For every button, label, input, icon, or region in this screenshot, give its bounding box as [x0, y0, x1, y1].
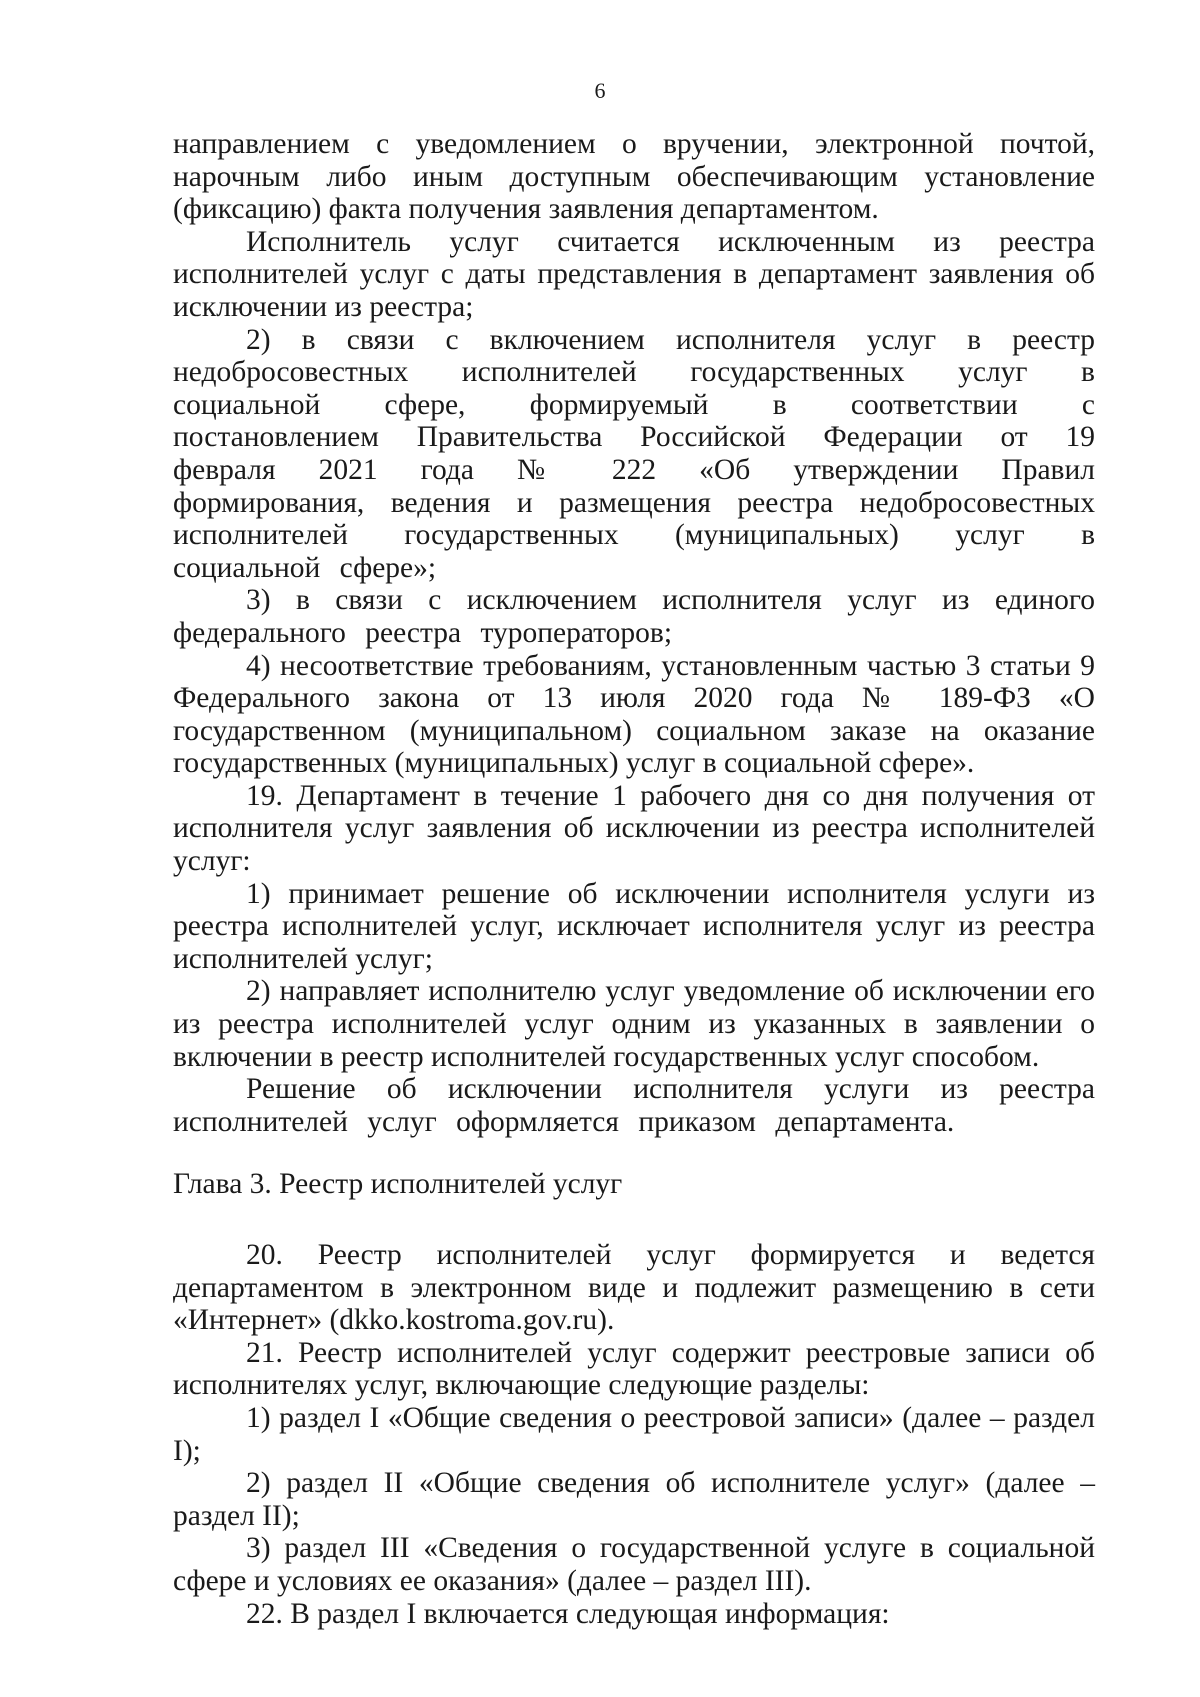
list-item: 3) раздел III «Сведения о государственной услуге в социальной сфере и условиях ее оказания» (далее – раздел III).: [173, 1532, 1095, 1597]
paragraph: 21. Реестр исполнителей услуг содержит реестровые записи об исполнителях услуг, включающие следующие разделы:: [173, 1336, 1095, 1402]
document-body: [173, 128, 1095, 1630]
list-item: 4) несоответствие требованиям, установленным частью 3 статьи 9 Федерального закона от 13 июля 2020 года № 189-ФЗ «О государственном (муниципальном) социальном заказе на оказание государственных (муниципальных) услуг в социальной сфере».: [173, 649, 1095, 780]
list-item: 3) в связи с исключением исполнителя услуг из единого федерального реестра туроператоров;: [173, 584, 1095, 649]
paragraph: 22. В раздел I включается следующая информация:: [246, 1597, 890, 1630]
paragraph: 19. Департамент в течение 1 рабочего дня со дня получения от исполнителя услуг заявления об исключении из реестра исполнителей услуг:: [173, 779, 1095, 878]
page-number: 6: [594, 78, 606, 103]
list-item: 2) направляет исполнителю услуг уведомление об исключении его из реестра исполнителей услуг одним из указанных в заявлении о включении в реестр исполнителей государственных услуг способом.: [173, 975, 1095, 1073]
paragraph: направлением с уведомлением о вручении, электронной почтой, нарочным либо иным доступным обеспечивающим установление (фиксацию) факта получения заявления департаментом.: [173, 128, 1095, 226]
list-item: 2) в связи с включением исполнителя услуг в реестр недобросовестных исполнителей государственных услуг в социальной сфере, формируемый в соответствии с постановлением Правительства Российской Федерации от 19 февраля 2021 года № 222 «Об утверждении Правил формирования, ведения и размещения реестра недобросовестных исполнителей государственных (муниципальных) услуг в социальной сфере»;: [173, 323, 1095, 584]
list-item: 1) принимает решение об исключении исполнителя услуги из реестра исполнителей услуг, исключает исполнителя услуг из реестра исполнителей услуг;: [173, 877, 1095, 975]
paragraph: Исполнитель услуг считается исключенным из реестра исполнителей услуг с даты представления в департамент заявления об исключении из реестра;: [173, 225, 1095, 323]
list-item: 2) раздел II «Общие сведения об исполнителе услуг» (далее – раздел II);: [173, 1467, 1095, 1532]
paragraph: 20. Реестр исполнителей услуг формируется и ведется департаментом в электронном виде и подлежит размещению в сети «Интернет» (dkko.kostroma.gov.ru).: [173, 1239, 1095, 1337]
chapter-heading: Глава 3. Реестр исполнителей услуг: [173, 1168, 623, 1201]
paragraph: Решение об исключении исполнителя услуги из реестра исполнителей услуг оформляется приказом департамента.: [173, 1073, 1095, 1138]
list-item: 1) раздел I «Общие сведения о реестровой записи» (далее – раздел I);: [173, 1401, 1095, 1467]
